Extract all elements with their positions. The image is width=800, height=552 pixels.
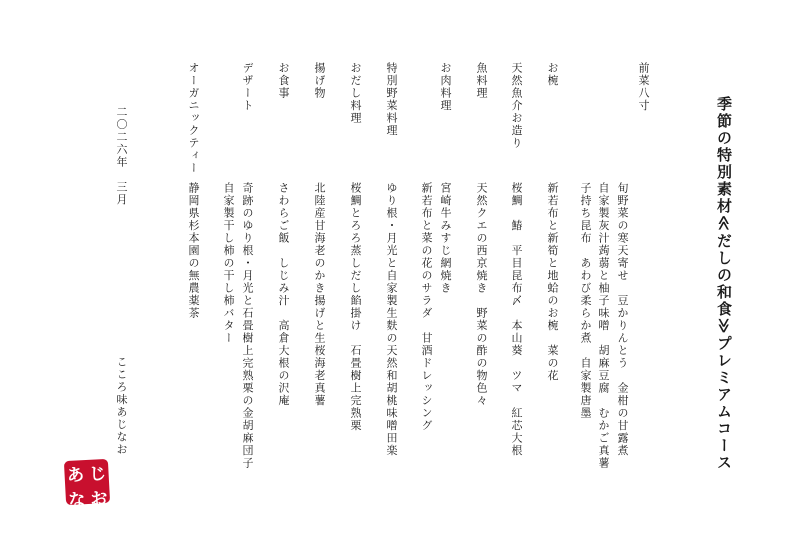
category-special-vegetable: 特別野菜料理 <box>385 62 398 137</box>
menu-item: 北陸産甘海老のかき揚げと生桜海老真薯 <box>313 182 326 407</box>
seal-char: あ <box>66 465 85 487</box>
menu-item: 静岡県杉本園の無農薬茶 <box>187 182 200 320</box>
category-tea: オーガニックティー <box>187 62 200 175</box>
menu-date: 二〇二六年 三月 <box>115 106 128 206</box>
seal-char: な <box>67 490 86 511</box>
menu-item: 自家製灰汁蒟蒻と柚子味噌 胡麻豆腐 むかご真薯 <box>597 182 610 470</box>
menu-item: 子持ち昆布 あわび柔らか煮 自家製唐墨 <box>579 182 592 420</box>
menu-item: 奇跡のゆり根・月光と石畳樹上完熟栗の金胡麻団子 <box>241 182 254 470</box>
restaurant-name: こころ味あじなお <box>115 356 128 456</box>
category-meat: お肉料理 <box>439 62 452 112</box>
menu-item: 宮崎牛みすじ網焼き <box>439 182 452 295</box>
category-soup: お椀 <box>546 62 559 87</box>
menu-item: 新若布と新筍と地蛤のお椀 菜の花 <box>546 182 559 382</box>
menu-item: さわらご飯 しじみ汁 高倉大根の沢庵 <box>277 182 290 407</box>
restaurant-seal <box>64 459 110 511</box>
category-dessert: デザート <box>241 62 254 112</box>
category-appetizer: 前菜八寸 <box>637 62 650 112</box>
menu-item: 桜鯛 鰆 平目昆布〆 本山葵 ツマ 紅芯大根 <box>510 182 523 457</box>
category-fish: 魚料理 <box>475 62 488 100</box>
seal-char: じ <box>88 464 107 485</box>
seal-char: お <box>89 488 108 510</box>
category-sashimi: 天然魚介お造り <box>510 62 523 150</box>
category-meal: お食事 <box>277 62 290 100</box>
category-dashi: おだし料理 <box>349 62 362 125</box>
menu-item: 天然クエの西京焼き 野菜の酢の物色々 <box>475 182 488 407</box>
menu-item: ゆり根・月光と自家製生麩の天然和胡桃味噌田楽 <box>385 182 398 457</box>
menu-item: 旬野菜の寒天寄せ 豆かりんとう 金柑の甘露煮 <box>616 182 629 457</box>
menu-item: 桜鯛とろろ蒸しだし餡掛け 石畳樹上完熟栗 <box>349 182 362 432</box>
menu-item: 自家製干し柿の干し柿バター <box>222 182 235 345</box>
menu-item: 新若布と菜の花のサラダ 甘酒ドレッシング <box>420 182 433 432</box>
course-title: 季節の特別素材≪だしの和食≫プレミアムコース <box>715 96 733 472</box>
category-fried: 揚げ物 <box>313 62 326 100</box>
